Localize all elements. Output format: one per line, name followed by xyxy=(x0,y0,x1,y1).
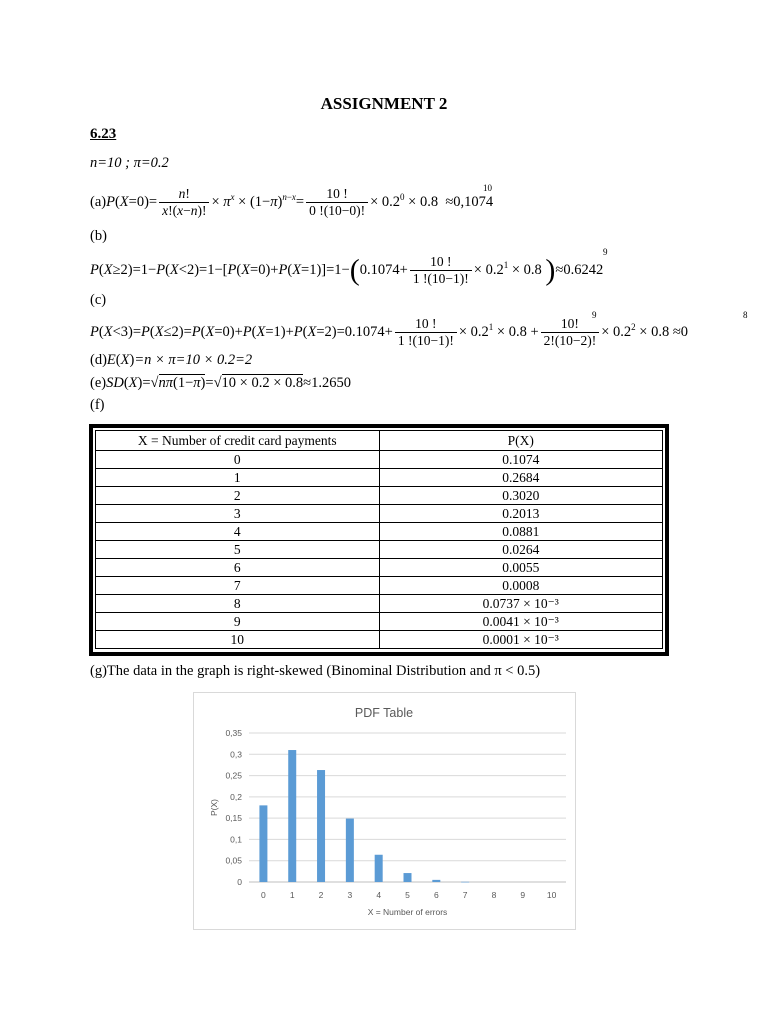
part-e-label: (e) xyxy=(90,375,107,391)
bar xyxy=(346,819,354,882)
cell-px: 0.2013 xyxy=(379,505,663,523)
bar xyxy=(259,805,267,882)
part-b: P(X≥2)=1−P(X<2)=1−[P(X=0)+P(X=1)]=1−(0.1074+ $\frac{10 !}{1 !(10-1)!}$ × $0.2^1 \times 0.8$ )≈0.6242 xyxy=(90,253,604,287)
table-row xyxy=(96,487,663,505)
y-tick-label: 0,25 xyxy=(225,770,242,781)
cell-x: 1 xyxy=(96,469,380,487)
cell-x: 3 xyxy=(96,505,380,523)
x-tick-label: 9 xyxy=(520,890,526,900)
y-tick-label: 0,2 xyxy=(230,791,242,802)
part-b-label: (b) xyxy=(90,228,107,244)
part-g-text: The data in the graph is right-skewed (Binominal Distribution and π < 0.5) xyxy=(106,663,541,679)
table-row xyxy=(96,451,663,469)
part-a-label: (a) xyxy=(90,193,107,210)
y-axis-label: P(X) xyxy=(209,799,219,816)
y-tick-label: 0,05 xyxy=(225,855,242,866)
part-b-term1: 0.1074 xyxy=(359,261,400,278)
cell-px: 0.3020 xyxy=(379,487,663,505)
cell-px: 0.1074 xyxy=(379,451,663,469)
given-text: n=10 ; π=0.2 xyxy=(90,155,169,171)
table-row xyxy=(96,577,663,595)
cell-x: 0 xyxy=(96,451,380,469)
cell-px: 0.0737 × 10⁻³ xyxy=(379,595,663,613)
x-tick-label: 6 xyxy=(433,890,439,900)
y-tick-label: 0 xyxy=(237,877,242,887)
pdf-chart xyxy=(193,692,576,930)
cell-x: 7 xyxy=(96,577,380,595)
table-row xyxy=(96,595,663,613)
x-axis-label: X = Number of errors xyxy=(367,907,448,917)
part-f-label: (f) xyxy=(90,397,105,413)
pdf-chart-svg xyxy=(194,693,575,929)
cell-px: 0.0264 xyxy=(379,541,663,559)
part-e-result: ≈1.2650 xyxy=(303,375,351,391)
problem-number: 6.23 xyxy=(90,126,117,142)
part-d-label: (d) xyxy=(90,352,107,368)
table-row xyxy=(96,523,663,541)
cell-px: 0.0001 × 10⁻³ xyxy=(379,631,663,649)
given-line xyxy=(90,155,169,172)
bar xyxy=(461,882,469,883)
part-g-label: (g) xyxy=(90,663,107,679)
x-tick-label: 5 xyxy=(405,890,410,900)
header-px: P(X) xyxy=(379,431,663,451)
cell-x: 4 xyxy=(96,523,380,541)
part-d: (d)E(X)=n × π=10 × 0.2=2 xyxy=(90,352,253,368)
x-tick-label: 7 xyxy=(462,890,468,900)
cell-x: 9 xyxy=(96,613,380,631)
cell-px: 0.0881 xyxy=(379,523,663,541)
chart-title: PDF Table xyxy=(354,706,414,720)
header-x: X = Number of credit card payments xyxy=(96,431,380,451)
part-c-label: (c) xyxy=(90,292,107,308)
bar xyxy=(288,750,296,882)
table-row xyxy=(96,631,663,649)
cell-px: 0.0041 × 10⁻³ xyxy=(379,613,663,631)
x-tick-label: 3 xyxy=(347,890,353,900)
y-tick-label: 0,35 xyxy=(225,728,242,738)
x-tick-label: 8 xyxy=(491,890,497,900)
part-g xyxy=(90,663,540,680)
cell-x: 2 xyxy=(96,487,380,505)
probability-table-frame xyxy=(89,424,669,656)
part-e: (e)SD(X)=√nπ(1−π)=√10 × 0.2 × 0.8≈1.2650 xyxy=(90,375,351,391)
table-row xyxy=(96,469,663,487)
page-title: ASSIGNMENT 2 xyxy=(320,94,448,113)
probability-table xyxy=(95,430,663,649)
y-tick-label: 0,1 xyxy=(230,834,242,845)
x-tick-label: 1 xyxy=(289,890,295,900)
cell-px: 0.0008 xyxy=(379,577,663,595)
cell-x: 10 xyxy=(96,631,380,649)
x-tick-label: 4 xyxy=(376,890,382,900)
x-tick-label: 10 xyxy=(546,890,557,900)
cell-x: 8 xyxy=(96,595,380,613)
part-d-result: =n × π=10 × 0.2=2 xyxy=(134,352,253,368)
y-tick-label: 0,3 xyxy=(230,749,242,760)
table-row xyxy=(96,505,663,523)
part-a-result: ≈0,1074 xyxy=(445,193,494,210)
bar xyxy=(432,880,440,882)
cell-px: 0.0055 xyxy=(379,559,663,577)
bar xyxy=(375,855,383,882)
part-c: P(X<3)=P(X≤2)=P(X=0)+P(X=1)+P(X=2)=0.1074+ $\frac{10 !}{1 !(10-1)!}$ × $0.2^1 \times 0.8$ + $\frac{10!}{2!(10-2)!}$ × $0.2^2 \times 0.8 \approx 0$ xyxy=(90,316,689,348)
y-tick-label: 0,15 xyxy=(225,813,242,824)
cell-x: 5 xyxy=(96,541,380,559)
table-row xyxy=(96,541,663,559)
part-c-term1: 0.1074 xyxy=(344,323,385,340)
cell-x: 6 xyxy=(96,559,380,577)
bar xyxy=(317,770,325,882)
x-tick-label: 2 xyxy=(318,890,324,900)
cell-px: 0.2684 xyxy=(379,469,663,487)
x-tick-label: 0 xyxy=(261,890,266,900)
part-b-result: ≈0.6242 xyxy=(555,261,604,278)
bar xyxy=(404,873,412,882)
table-row xyxy=(96,559,663,577)
part-a: (a)P(X=0)= $\frac{n!}{x!(x-n)!}$ × $\pi^x \times (1-\pi)^{n-x}=$ $\frac{10 !}{0 !(10-0)!}$ × $0.2^0 \times 0.8 \approx 0,1074$ xyxy=(90,186,494,218)
table-row xyxy=(96,613,663,631)
